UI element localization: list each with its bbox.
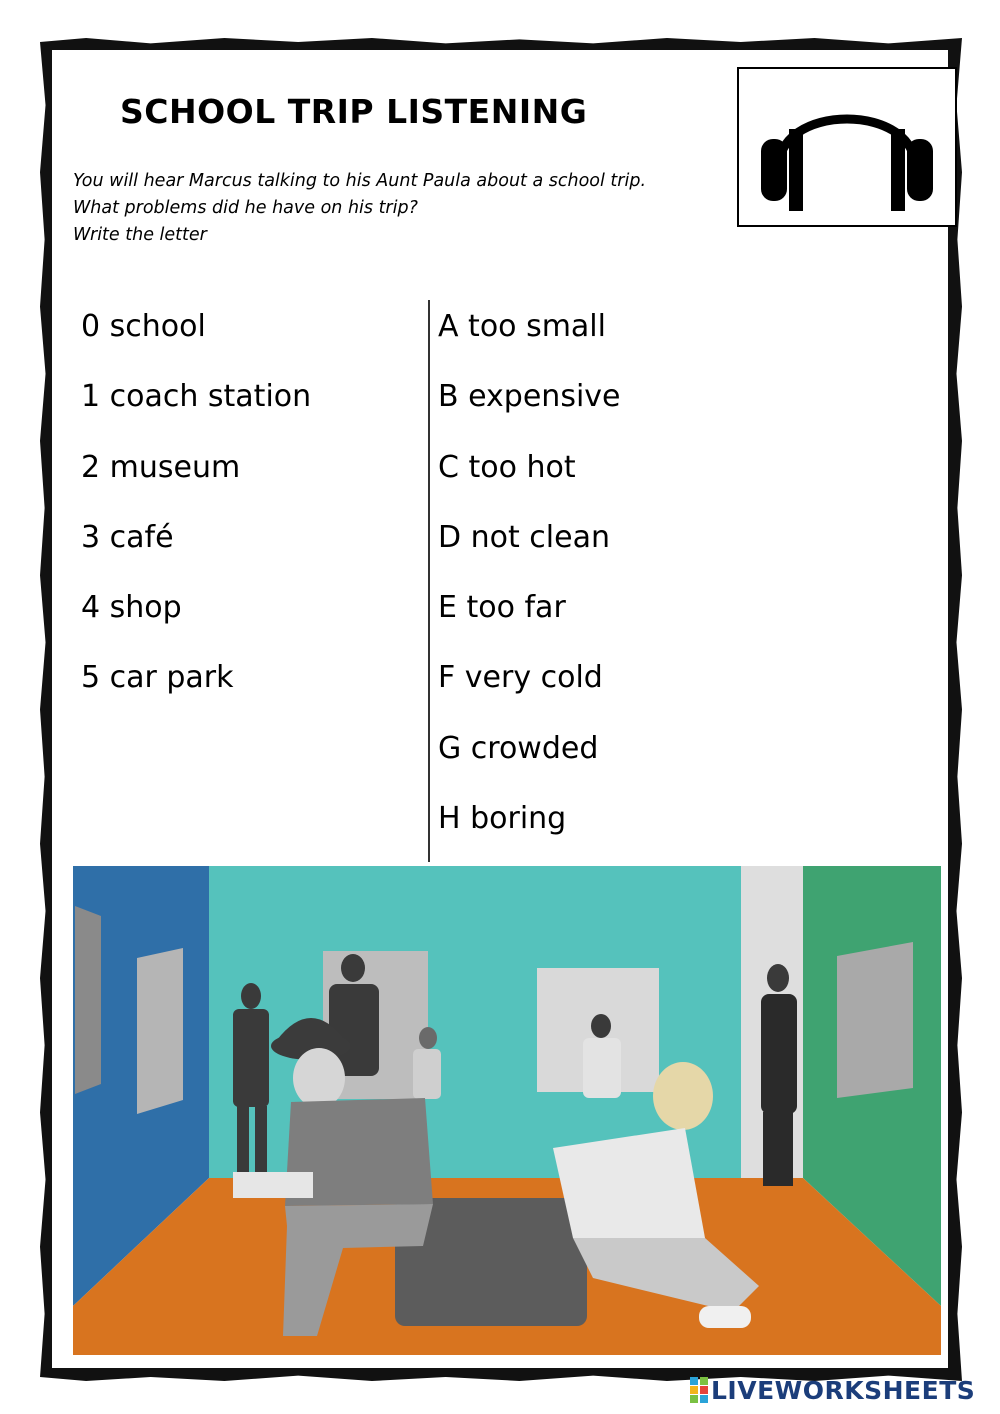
problem-item: F very cold <box>438 660 603 696</box>
instructions <box>73 168 646 249</box>
column-divider <box>428 300 430 862</box>
logo-wordmark: LIVEWORKSHEETS <box>711 1375 976 1405</box>
place-item: 4 shop <box>81 590 182 626</box>
liveworksheets-logo <box>690 1374 975 1406</box>
places-list <box>81 305 311 727</box>
museum-gallery-illustration <box>73 866 941 1355</box>
problem-item: H boring <box>438 801 567 837</box>
problem-item: C too hot <box>438 449 576 485</box>
problem-item: G crowded <box>438 730 599 766</box>
problem-item: A too small <box>438 309 606 344</box>
problems-list <box>438 305 621 867</box>
worksheet-title: SCHOOL TRIP LISTENING <box>120 92 588 131</box>
place-item: 0 school <box>81 309 206 344</box>
problem-item: E too far <box>438 590 566 626</box>
instruction-line: Write the letter <box>73 225 207 245</box>
instruction-line: You will hear Marcus talking to his Aunt Paula about a school trip. <box>73 171 647 191</box>
place-item: 1 coach station <box>81 379 312 415</box>
place-item: 3 café <box>81 519 174 555</box>
headphones-image-box <box>737 67 957 227</box>
problem-item: D not clean <box>438 519 610 555</box>
museum-scene <box>73 866 941 1355</box>
headphones-icon <box>761 81 933 211</box>
instruction-line: What problems did he have on his trip? <box>73 198 418 218</box>
place-item: 2 museum <box>81 449 241 485</box>
liveworksheets-logo-icon <box>690 1377 708 1403</box>
problem-item: B expensive <box>438 379 621 415</box>
place-item: 5 car park <box>81 660 234 696</box>
